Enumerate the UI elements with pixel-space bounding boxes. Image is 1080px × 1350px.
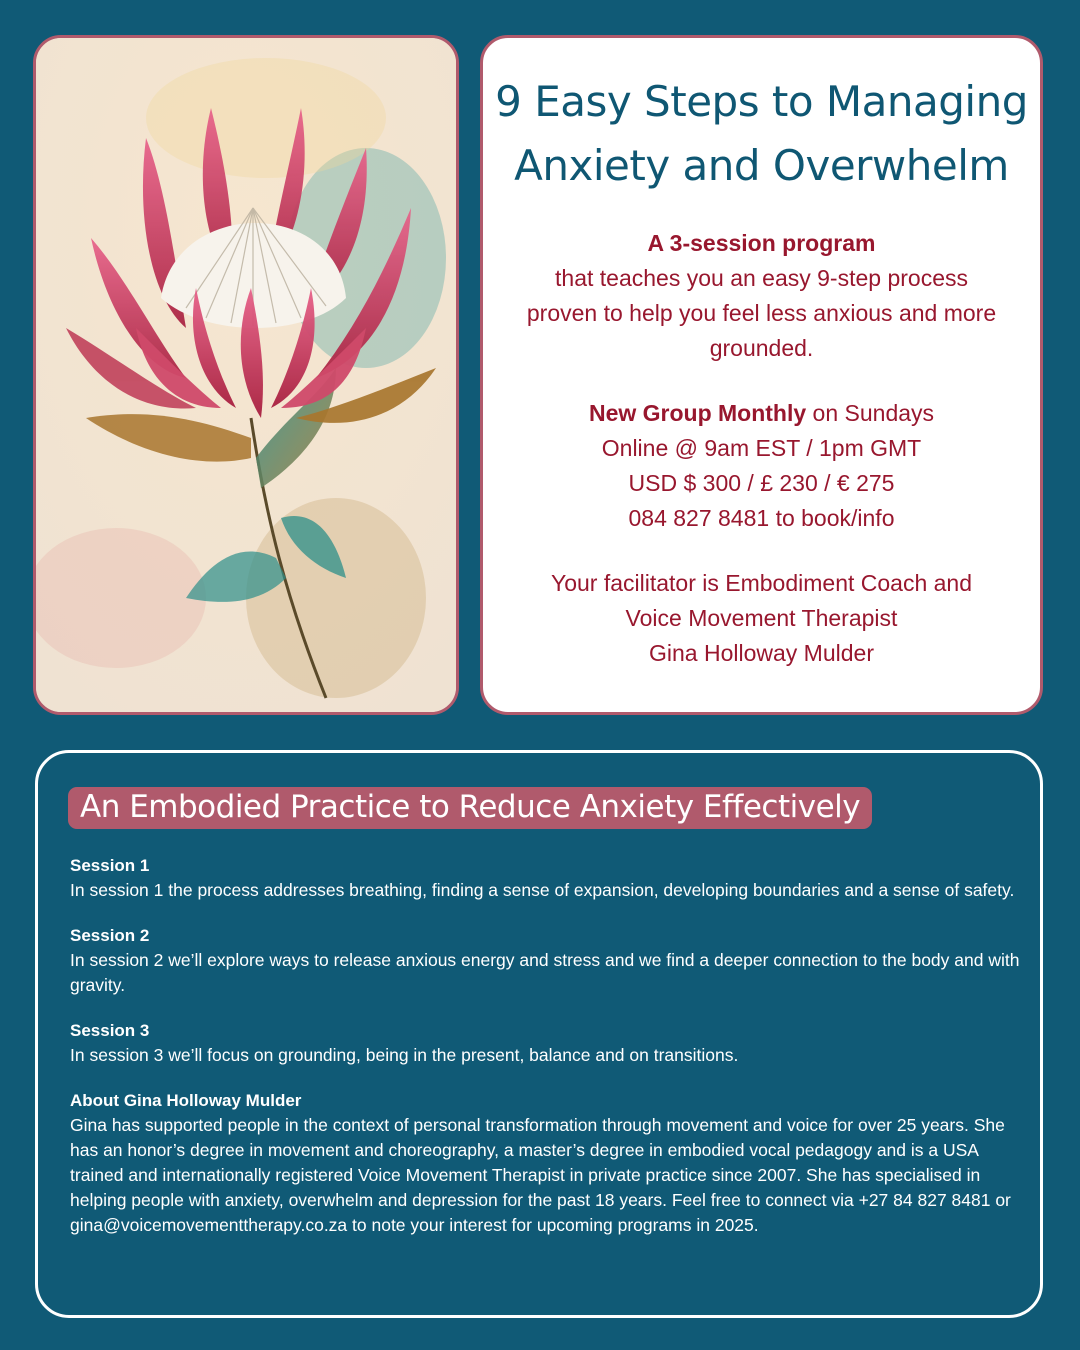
booking-phone: 084 827 8481 to book/info (628, 505, 895, 531)
section-title: Session 1 (70, 856, 150, 875)
section-text: In session 1 the process addresses breathing, finding a sense of expansion, developing boundaries and a sense of safety. (70, 880, 1015, 900)
program-details: A 3-session program that teaches you an easy 9-step process proven to help you feel less anxious and more grounded. New Group Monthly on Sundays Online @ 9am EST / 1pm GMT USD $ 300 / £ 230 / € 275 084 827 8481 to book/info Your facilitator is Embodiment Coach and Voice Movement Therapist Gina Holloway Mulder (483, 226, 1040, 671)
practice-heading: An Embodied Practice to Reduce Anxiety Effectively (68, 787, 872, 829)
protea-painting (33, 35, 459, 715)
section-title: Session 3 (70, 1021, 150, 1040)
section-text: In session 2 we’ll explore ways to release anxious energy and stress and we find a deeper connection to the body and with gravity. (70, 950, 1020, 995)
facilitator: Your facilitator is Embodiment Coach and Voice Movement Therapist Gina Holloway Mulder (550, 570, 973, 666)
program-info-card (480, 35, 1043, 715)
online-time: Online @ 9am EST / 1pm GMT (601, 435, 922, 461)
program-title: 9 Easy Steps to Managing Anxiety and Overwhelm (495, 77, 1028, 190)
schedule: New Group Monthly on Sundays (588, 400, 935, 426)
section-text: In session 3 we’ll focus on grounding, being in the present, balance and on transitions. (70, 1045, 739, 1065)
about-title: About Gina Holloway Mulder (70, 1091, 302, 1110)
session-list (70, 853, 1020, 1258)
protea-illustration (36, 38, 456, 712)
about-text: Gina has supported people in the context of personal transformation through movement and voice for over 25 years. She has an honor’s degree in movement and choreography, a master’s degree in embodied vocal pedagogy and is a USA trained and internationally registered Voice Movement Therapist in private practice since 2007. She has specialised in helping people with anxiety, overwhelm and depression for the past 18 years. Feel free to connect via +27 84 827 8481 or gina@voicemovementtherapy.co.za to note your interest for upcoming programs in 2025. (70, 1115, 1011, 1235)
price: USD $ 300 / £ 230 / € 275 (628, 470, 895, 496)
practice-card (35, 750, 1043, 1318)
section-title: Session 2 (70, 926, 150, 945)
program-subtitle: A 3-session program (647, 230, 876, 256)
